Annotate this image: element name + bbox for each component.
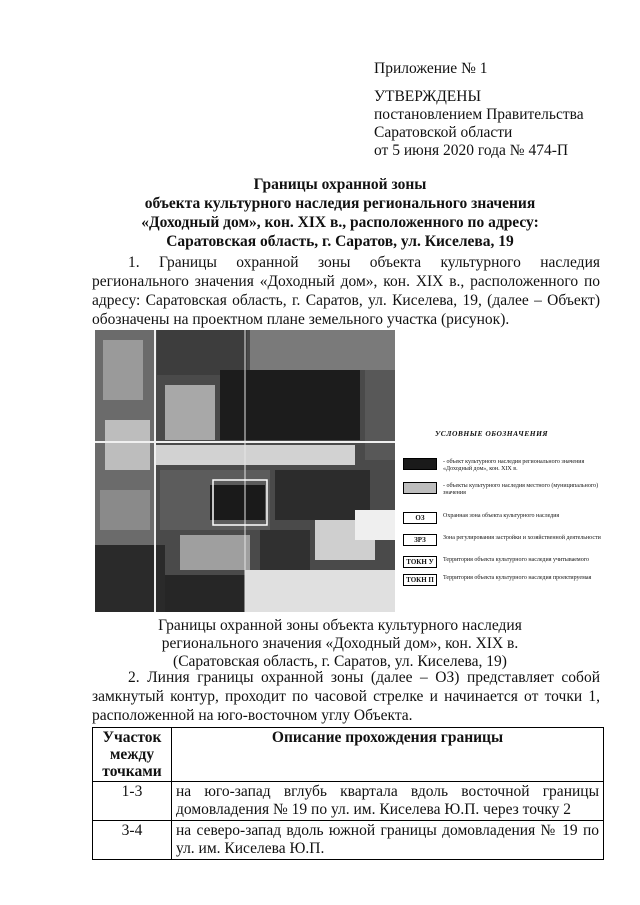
approved-label: УТВЕРЖДЕНЫ bbox=[374, 88, 481, 105]
legend-text: Зона регулирования застройки и хозяйственной деятельности bbox=[443, 535, 601, 541]
legend-item bbox=[403, 556, 603, 572]
description-cell: на юго-запад вглубь квартала вдоль восточной границы домовладения № 19 по ул. им. Киселева Ю.П. через точку 2 bbox=[172, 782, 604, 821]
appendix-label: Приложение № 1 bbox=[374, 60, 488, 77]
segment-cell: 1-3 bbox=[93, 782, 172, 821]
approval-line-1: постановлением Правительства bbox=[374, 106, 584, 123]
header-segment: Участок между точками bbox=[93, 728, 172, 782]
segment-cell: 3-4 bbox=[93, 821, 172, 860]
legend-swatch-label: ЗРЗ bbox=[403, 534, 437, 546]
boundary-table bbox=[92, 727, 604, 860]
legend-swatch-label: ТОКН У bbox=[403, 556, 437, 568]
legend-swatch-label: ОЗ bbox=[403, 512, 437, 524]
title-line-3: «Доходный дом», кон. XIX в., расположенного по адресу: bbox=[141, 214, 539, 231]
caption-line-3: (Саратовская область, г. Саратов, ул. Киселева, 19) bbox=[173, 653, 507, 670]
legend-swatch-gray bbox=[403, 482, 437, 494]
paragraph-2: 2. Линия границы охранной зоны (далее – ОЗ) представляет собой замкнутый контур, проходит по часовой стрелке и начинается от точки 1, расположенной на юго-восточном углу Объекта. bbox=[92, 669, 600, 724]
legend-item bbox=[403, 482, 603, 498]
legend-text: Территория объекта культурного наследия проектируемая bbox=[443, 575, 592, 581]
header-description: Описание прохождения границы bbox=[172, 728, 604, 782]
legend-swatch-label: ТОКН П bbox=[403, 574, 437, 586]
caption-line-2: регионального значения «Доходный дом», кон. XIX в. bbox=[161, 635, 519, 652]
caption-line-1: Границы охранной зоны объекта культурного наследия bbox=[158, 617, 522, 634]
legend-item bbox=[403, 534, 603, 550]
legend-item bbox=[403, 574, 603, 590]
description-cell: на северо-запад вдоль южной границы домовладения № 19 по ул. им. Киселева Ю.П. bbox=[172, 821, 604, 860]
table-row bbox=[93, 821, 604, 860]
legend-text: Территория объекта культурного наследия учитываемого bbox=[443, 557, 590, 563]
approval-line-2: Саратовской области bbox=[374, 124, 513, 141]
site-plan-image bbox=[95, 330, 395, 612]
approval-block bbox=[374, 60, 624, 160]
site-plan-map bbox=[95, 330, 395, 612]
title-line-1: Границы охранной зоны bbox=[253, 176, 427, 193]
table-row bbox=[93, 782, 604, 821]
document-title bbox=[60, 175, 620, 251]
paragraph-1: 1. Границы охранной зоны объекта культурного наследия регионального значения «Доходный дом», кон. XIX в., расположенного по адресу: Саратовская область, г. Саратов, ул. Киселева, 19, (далее – Объект) обозначены на проектном плане земельного участка (рисунок). bbox=[92, 254, 600, 328]
legend-item bbox=[403, 458, 603, 474]
legend-title: УСЛОВНЫЕ ОБОЗНАЧЕНИЯ bbox=[435, 429, 549, 438]
title-line-2: объекта культурного наследия регионального значения bbox=[144, 195, 536, 212]
figure-caption bbox=[100, 617, 580, 671]
legend-text: Охранная зона объекта культурного наследия bbox=[443, 513, 560, 519]
approval-line-3: от 5 июня 2020 года № 474-П bbox=[374, 142, 569, 159]
legend-text: - объекты культурного наследия местного (муниципального) значения bbox=[443, 483, 599, 496]
table-header-row bbox=[93, 728, 604, 782]
legend-item bbox=[403, 512, 603, 528]
legend-swatch-dark bbox=[403, 458, 437, 470]
legend-text: - объект культурного наследия регионального значения «Доходный дом», кон. XIX в. bbox=[443, 459, 585, 472]
title-line-4: Саратовская область, г. Саратов, ул. Киселева, 19 bbox=[166, 233, 514, 250]
